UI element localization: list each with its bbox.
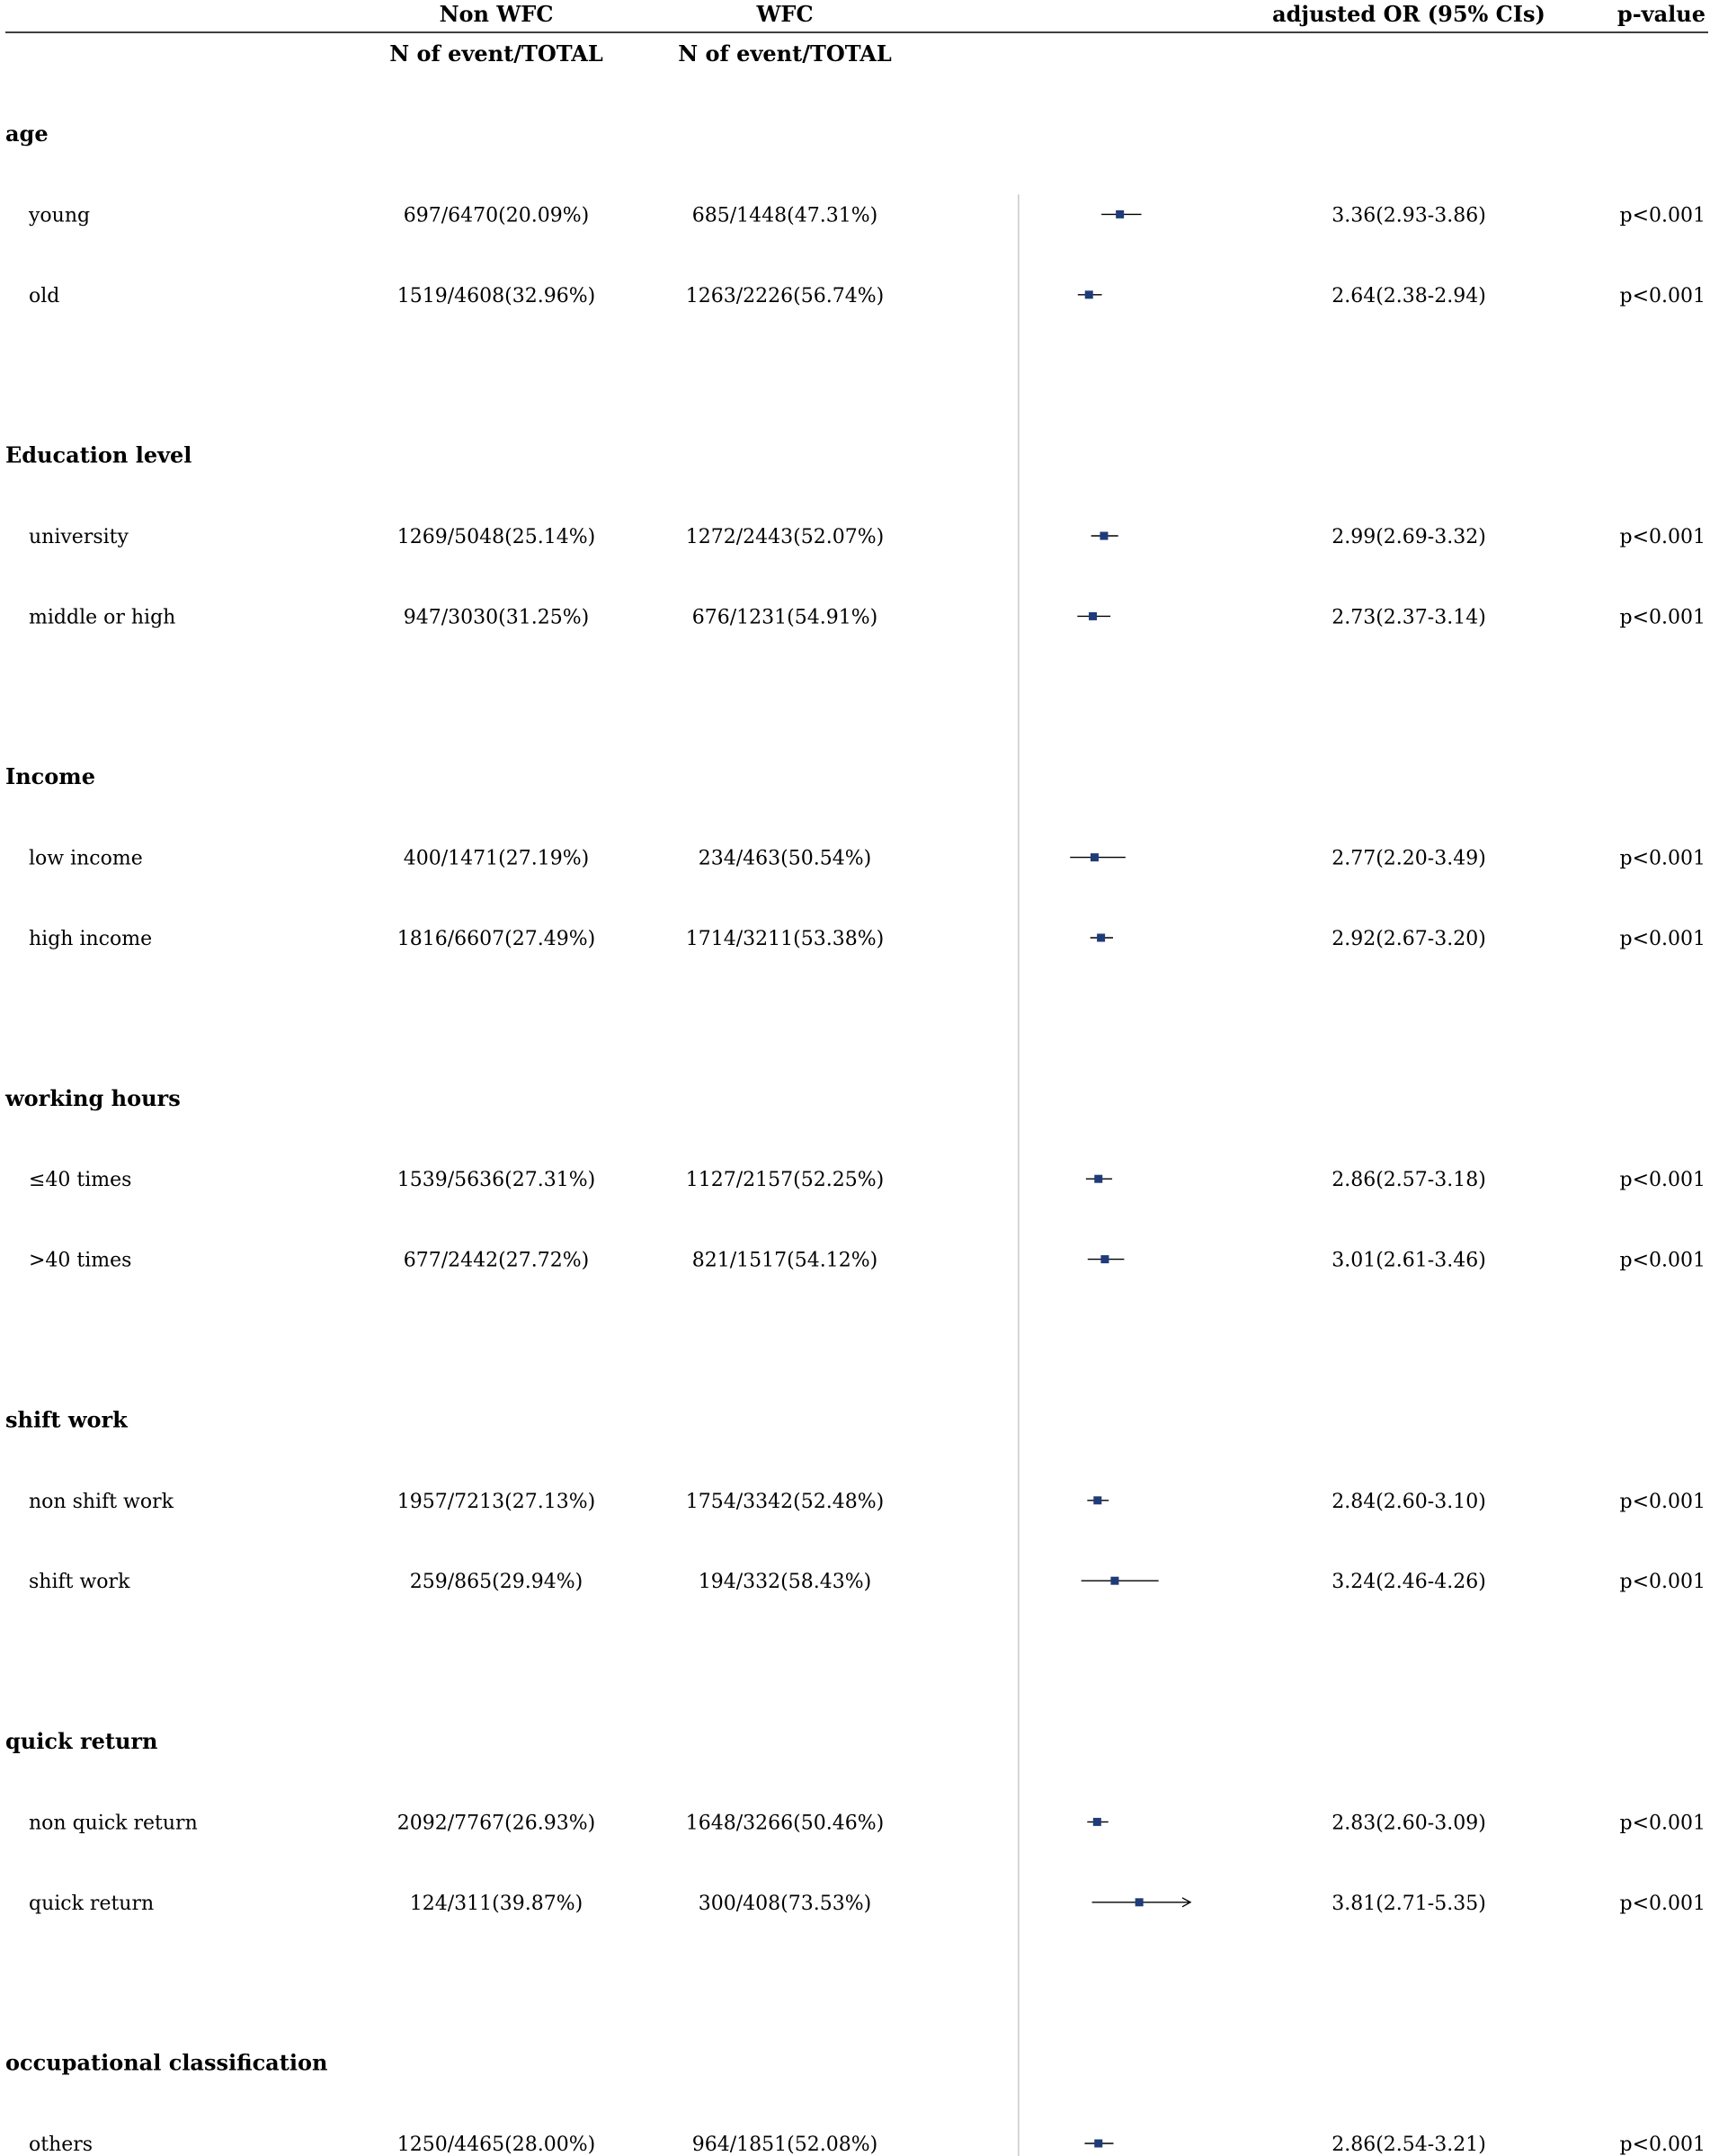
group-label: shift work [5, 1406, 128, 1433]
or-marker [1116, 210, 1124, 218]
table-body [4, 120, 1706, 2156]
table-row [28, 204, 1706, 227]
wfc-value: 1648/3266(50.46%) [685, 1812, 885, 1835]
wfc-value: 300/408(73.53%) [698, 1892, 872, 1915]
row-label: low income [29, 847, 143, 870]
table-row [29, 848, 1706, 870]
p-value: p<0.001 [1619, 1249, 1706, 1272]
table-row [29, 1893, 1706, 1915]
header-p-value: p-value [1616, 1, 1706, 27]
or-value: 2.83(2.60-3.09) [1331, 1812, 1486, 1835]
table-row [29, 2134, 1706, 2156]
non-wfc-value: 697/6470(20.09%) [403, 204, 590, 227]
non-wfc-value: 2092/7767(26.93%) [396, 1812, 596, 1835]
or-marker [1136, 1898, 1144, 1906]
or-value: 2.73(2.37-3.14) [1331, 606, 1486, 629]
wfc-value: 1263/2226(56.74%) [685, 284, 885, 307]
or-marker [1094, 2140, 1102, 2148]
p-value: p<0.001 [1619, 284, 1706, 307]
p-value: p<0.001 [1619, 204, 1706, 227]
or-marker [1100, 1255, 1109, 1263]
p-value: p<0.001 [1619, 606, 1706, 629]
group-label: quick return [5, 1728, 158, 1754]
non-wfc-value: 124/311(39.87%) [409, 1892, 583, 1915]
table-row [29, 928, 1706, 950]
p-value: p<0.001 [1619, 526, 1706, 548]
p-value: p<0.001 [1619, 1169, 1706, 1192]
or-marker [1085, 290, 1093, 298]
group-label: occupational classification [5, 2049, 328, 2076]
or-marker [1093, 1818, 1101, 1826]
row-label: non quick return [29, 1812, 198, 1835]
or-value: 2.99(2.69-3.32) [1331, 526, 1486, 548]
group-label: Income [5, 763, 95, 790]
header-non-wfc: Non WFC [439, 1, 554, 27]
or-value: 3.81(2.71-5.35) [1331, 1892, 1486, 1915]
non-wfc-value: 1816/6607(27.49%) [396, 928, 596, 950]
row-label: others [29, 2134, 94, 2156]
table-row [29, 1812, 1706, 1834]
or-value: 2.84(2.60-3.10) [1331, 1490, 1486, 1513]
row-label: quick return [29, 1892, 155, 1915]
non-wfc-value: 1250/4465(28.00%) [396, 2134, 596, 2156]
group-label: Education level [5, 441, 192, 468]
table-row [29, 285, 1706, 307]
non-wfc-value: 259/865(29.94%) [409, 1571, 583, 1594]
wfc-value: 194/332(58.43%) [698, 1571, 872, 1594]
wfc-value: 676/1231(54.91%) [691, 606, 878, 629]
wfc-value: 1127/2157(52.25%) [685, 1169, 885, 1192]
p-value: p<0.001 [1619, 1571, 1706, 1594]
row-label: shift work [29, 1571, 130, 1594]
p-value: p<0.001 [1619, 928, 1706, 950]
non-wfc-value: 947/3030(31.25%) [403, 606, 590, 629]
or-value: 2.64(2.38-2.94) [1331, 284, 1486, 307]
non-wfc-value: 677/2442(27.72%) [403, 1249, 590, 1272]
or-value: 2.86(2.54-3.21) [1331, 2134, 1486, 2156]
row-label: old [29, 284, 60, 307]
p-value: p<0.001 [1619, 2134, 1706, 2156]
non-wfc-value: 400/1471(27.19%) [403, 847, 590, 870]
or-marker [1089, 612, 1097, 620]
or-marker [1110, 1577, 1118, 1585]
subheader-non-wfc: N of event/TOTAL [389, 40, 603, 67]
wfc-value: 964/1851(52.08%) [691, 2134, 878, 2156]
table-row [29, 1169, 1706, 1191]
non-wfc-value: 1539/5636(27.31%) [396, 1169, 596, 1192]
table-row [29, 1250, 1706, 1272]
group-label: working hours [5, 1084, 181, 1111]
or-value: 3.24(2.46-4.26) [1331, 1571, 1486, 1594]
group-label: age [5, 120, 49, 147]
wfc-value: 1714/3211(53.38%) [685, 928, 885, 950]
row-label: high income [29, 928, 153, 950]
row-label: young [29, 204, 91, 227]
row-label: non shift work [29, 1490, 174, 1513]
p-value: p<0.001 [1619, 1892, 1706, 1915]
header-adjusted-or: adjusted OR (95% CIs) [1272, 1, 1545, 27]
or-value: 2.92(2.67-3.20) [1331, 928, 1486, 950]
non-wfc-value: 1957/7213(27.13%) [396, 1490, 596, 1513]
wfc-value: 1272/2443(52.07%) [685, 526, 885, 548]
wfc-value: 1754/3342(52.48%) [685, 1490, 885, 1513]
or-marker [1094, 1175, 1102, 1183]
row-label: ≤40 times [29, 1169, 132, 1192]
row-label: >40 times [29, 1249, 132, 1272]
or-value: 2.86(2.57-3.18) [1331, 1169, 1486, 1192]
table-row [29, 606, 1706, 628]
subheader-wfc: N of event/TOTAL [678, 40, 892, 67]
p-value: p<0.001 [1619, 1812, 1706, 1835]
table-row [29, 1571, 1706, 1593]
table-row [29, 1491, 1706, 1513]
or-marker [1100, 532, 1108, 540]
wfc-value: 821/1517(54.12%) [691, 1249, 878, 1272]
row-label: university [29, 526, 129, 548]
or-value: 3.36(2.93-3.86) [1331, 204, 1486, 227]
p-value: p<0.001 [1619, 1490, 1706, 1513]
row-label: middle or high [29, 606, 176, 629]
wfc-value: 234/463(50.54%) [698, 847, 872, 870]
table-row [29, 526, 1706, 548]
non-wfc-value: 1269/5048(25.14%) [396, 526, 596, 548]
or-marker [1093, 1496, 1101, 1504]
wfc-value: 685/1448(47.31%) [691, 204, 878, 227]
table-header [5, 1, 1708, 67]
or-marker [1097, 934, 1105, 942]
or-marker [1091, 853, 1099, 861]
header-wfc: WFC [756, 1, 814, 27]
or-value: 2.77(2.20-3.49) [1331, 847, 1486, 870]
non-wfc-value: 1519/4608(32.96%) [396, 284, 596, 307]
p-value: p<0.001 [1619, 847, 1706, 870]
or-value: 3.01(2.61-3.46) [1331, 1249, 1486, 1272]
